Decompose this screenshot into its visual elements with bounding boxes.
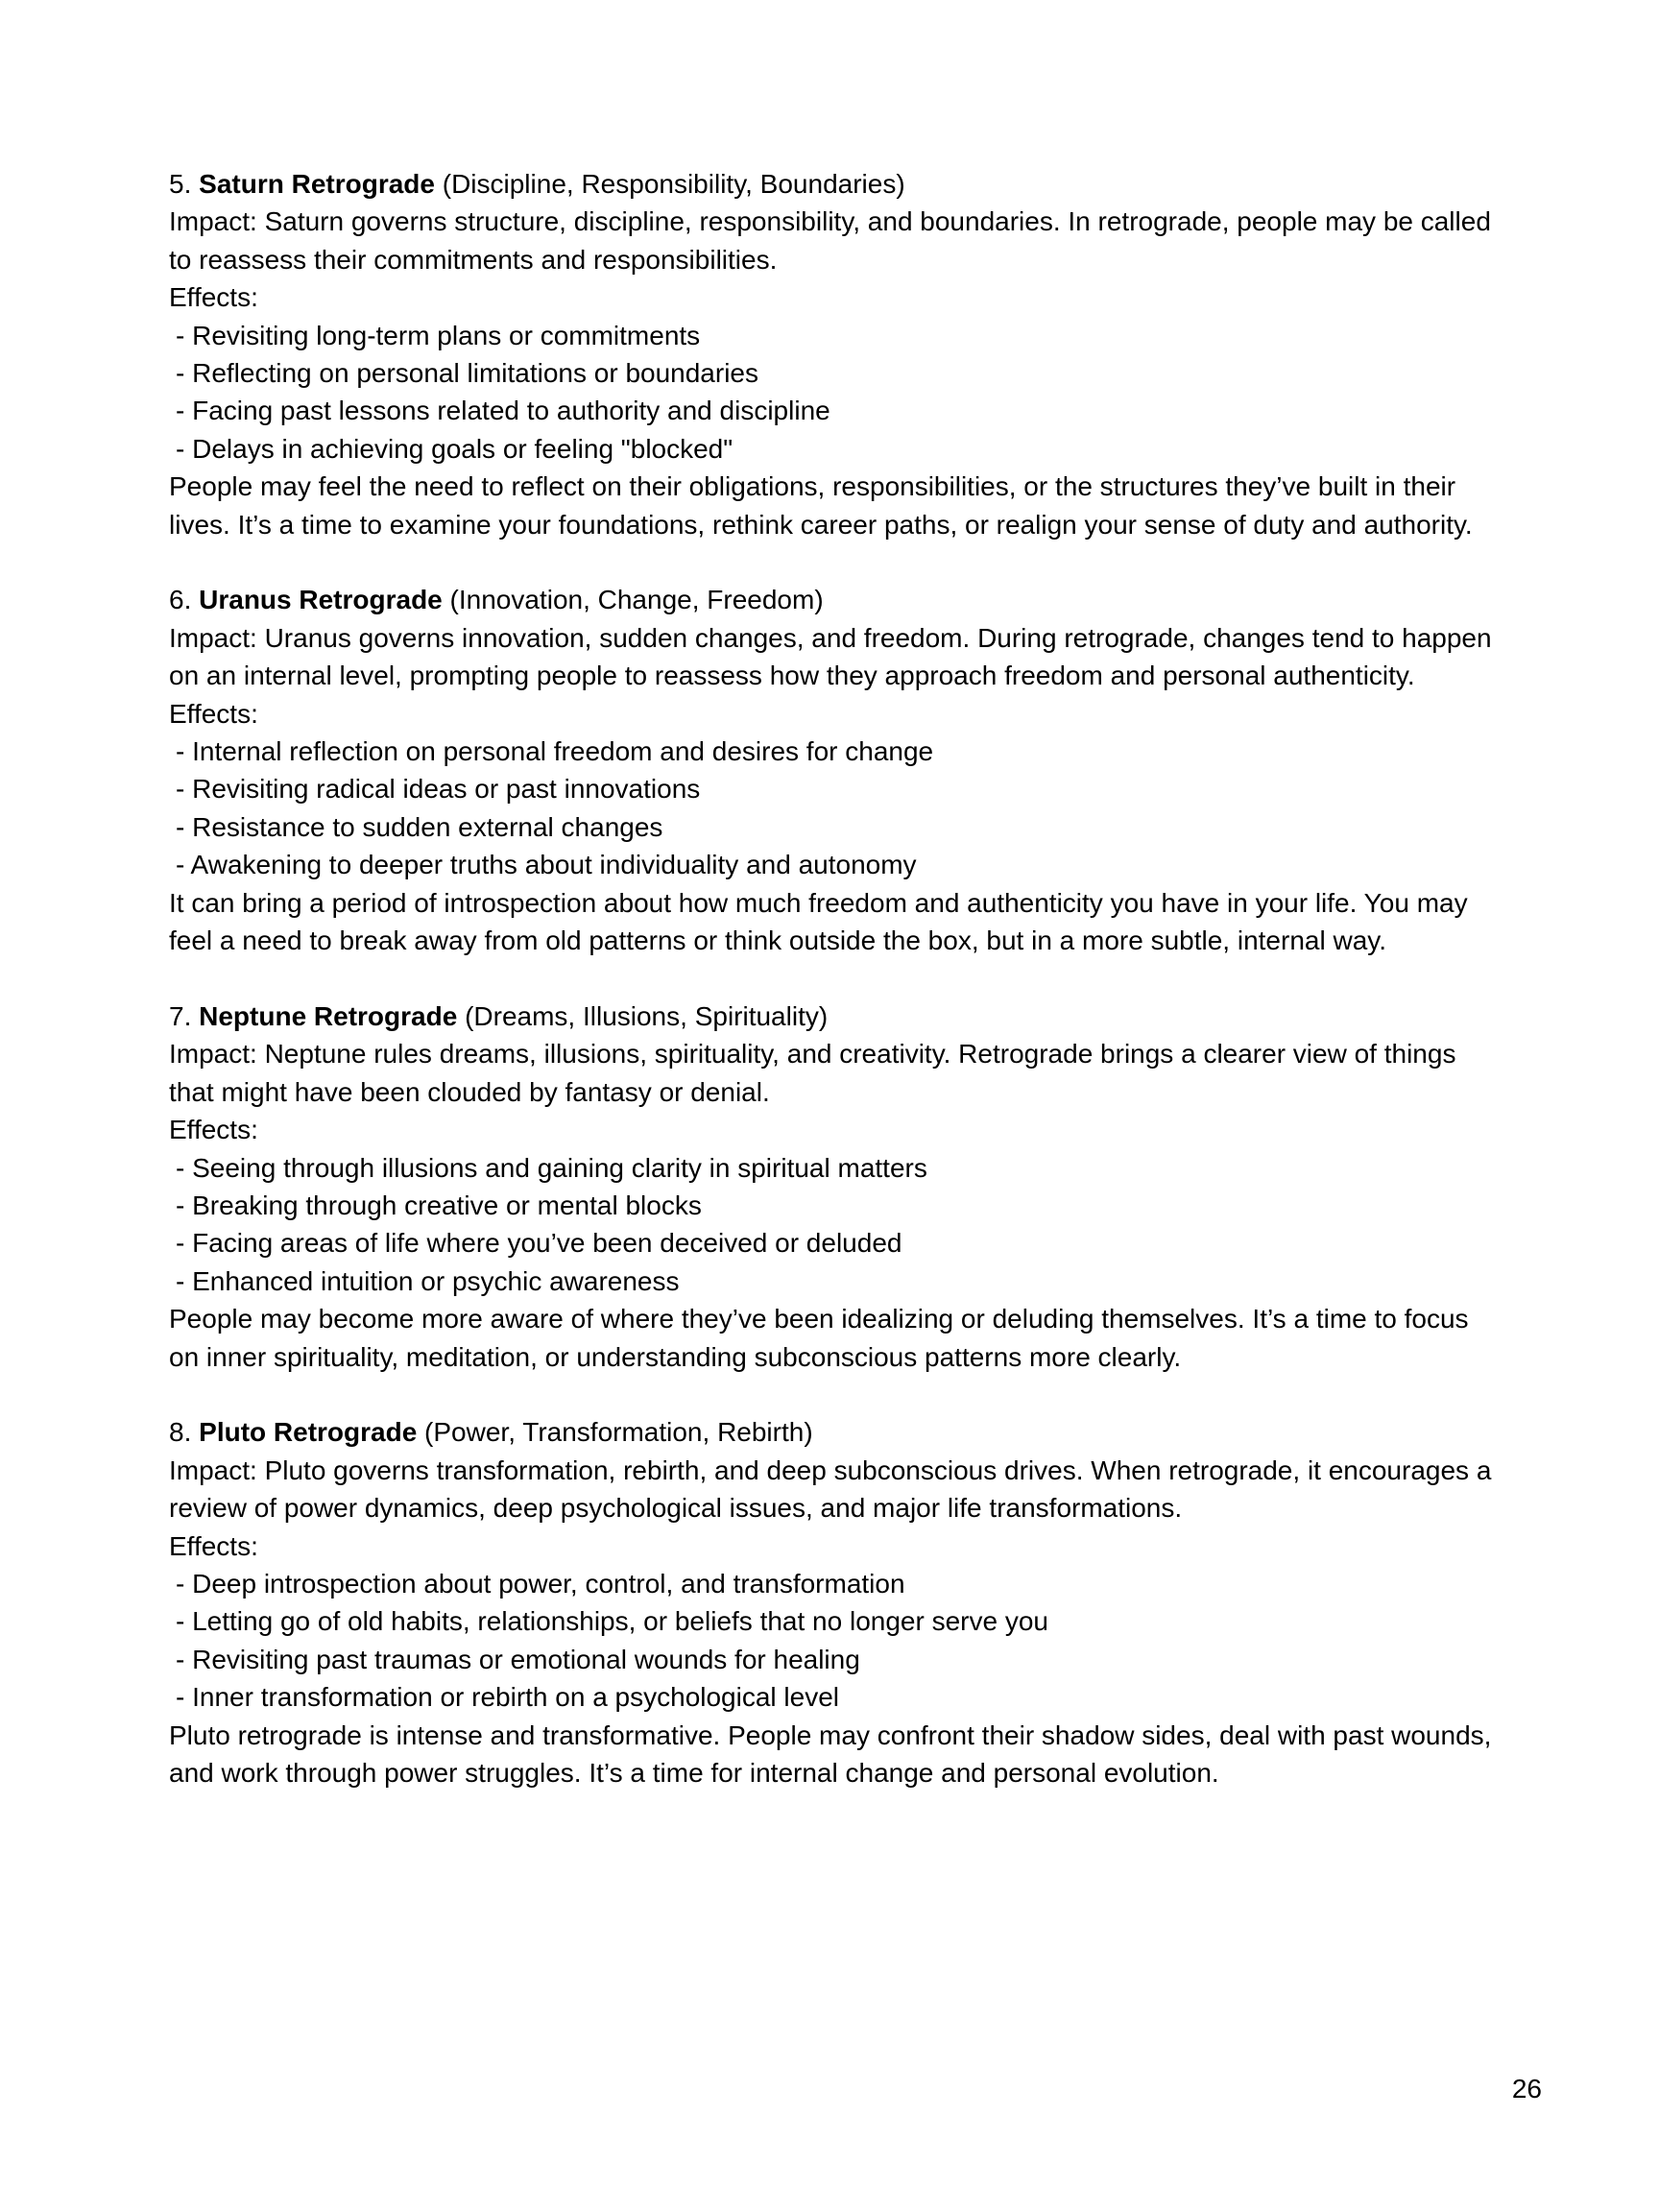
impact-line: that might have been clouded by fantasy or denial. bbox=[169, 1076, 770, 1107]
effect-item: - Reflecting on personal limitations or boundaries bbox=[176, 358, 758, 389]
section-title: Pluto Retrograde bbox=[199, 1417, 418, 1448]
effect-item: - Facing areas of life where you’ve been deceived or deluded bbox=[176, 1228, 902, 1259]
summary-line: feel a need to break away from old patterns or think outside the box, but in a more subtle, internal way. bbox=[169, 926, 1386, 956]
section-number: 7. bbox=[169, 1000, 200, 1031]
effect-item: - Internal reflection on personal freedom and desires for change bbox=[176, 736, 934, 767]
effect-item: - Deep introspection about power, control, and transformation bbox=[176, 1568, 905, 1599]
document-body bbox=[169, 165, 1532, 1830]
summary-line: People may become more aware of where they’ve been idealizing or deluding themselves. It’s a time to focus bbox=[169, 1304, 1469, 1334]
section-heading bbox=[169, 165, 1532, 203]
effect-item: - Facing past lessons related to authority and discipline bbox=[176, 396, 830, 426]
impact-line: review of power dynamics, deep psychological issues, and major life transformations. bbox=[169, 1493, 1183, 1524]
effect-item: - Revisiting long-term plans or commitments bbox=[176, 320, 701, 350]
section-title: Uranus Retrograde bbox=[199, 585, 443, 615]
section-heading bbox=[169, 1413, 1532, 1451]
summary-line: lives. It’s a time to examine your foundations, rethink career paths, or realign your sense of duty and authority. bbox=[169, 509, 1473, 540]
section-theme: (Discipline, Responsibility, Boundaries) bbox=[434, 169, 905, 199]
effect-item: - Delays in achieving goals or feeling "blocked" bbox=[176, 433, 733, 464]
effects-label: Effects: bbox=[169, 282, 258, 313]
section-heading bbox=[169, 581, 1532, 618]
section-number: 6. bbox=[169, 585, 200, 615]
effect-item: - Breaking through creative or mental blocks bbox=[176, 1190, 702, 1220]
summary-line: and work through power struggles. It’s a time for internal change and personal evolution. bbox=[169, 1758, 1219, 1789]
section-title: Saturn Retrograde bbox=[199, 169, 435, 199]
section-theme: (Innovation, Change, Freedom) bbox=[442, 585, 824, 615]
section-uranus-retrograde bbox=[169, 581, 1532, 959]
effect-item: - Resistance to sudden external changes bbox=[176, 811, 663, 842]
effect-item: - Seeing through illusions and gaining clarity in spiritual matters bbox=[176, 1152, 927, 1183]
summary-line: Pluto retrograde is intense and transformative. People may confront their shadow sides, deal with past wounds, bbox=[169, 1719, 1492, 1750]
impact-line: on an internal level, prompting people to reassess how they approach freedom and personal authenticity. bbox=[169, 661, 1415, 691]
effects-label: Effects: bbox=[169, 698, 258, 729]
summary-line: People may feel the need to reflect on their obligations, responsibilities, or the structures they’ve built in their bbox=[169, 471, 1456, 502]
impact-line: to reassess their commitments and responsibilities. bbox=[169, 244, 778, 275]
effect-item: - Revisiting radical ideas or past innovations bbox=[176, 774, 701, 805]
effects-label: Effects: bbox=[169, 1530, 258, 1561]
effect-item: - Awakening to deeper truths about individuality and autonomy bbox=[176, 850, 917, 880]
effect-item: - Letting go of old habits, relationships, or beliefs that no longer serve you bbox=[176, 1606, 1048, 1637]
effect-item: - Inner transformation or rebirth on a psychological level bbox=[176, 1682, 840, 1713]
impact-line: Impact: Pluto governs transformation, rebirth, and deep subconscious drives. When retrograde, it encourages a bbox=[169, 1455, 1492, 1485]
effects-label: Effects: bbox=[169, 1115, 258, 1145]
section-theme: (Dreams, Illusions, Spirituality) bbox=[457, 1000, 829, 1031]
section-number: 8. bbox=[169, 1417, 200, 1448]
section-theme: (Power, Transformation, Rebirth) bbox=[417, 1417, 813, 1448]
impact-line: Impact: Neptune rules dreams, illusions, spirituality, and creativity. Retrograde brings a clearer view of things bbox=[169, 1039, 1456, 1070]
summary-line: It can bring a period of introspection about how much freedom and authenticity you have in your life. You may bbox=[169, 887, 1468, 918]
impact-line: Impact: Saturn governs structure, discipline, responsibility, and boundaries. In retrograde, people may be called bbox=[169, 206, 1491, 237]
section-saturn-retrograde bbox=[169, 165, 1532, 543]
section-heading bbox=[169, 998, 1532, 1035]
effect-item: - Revisiting past traumas or emotional wounds for healing bbox=[176, 1644, 860, 1674]
impact-line: Impact: Uranus governs innovation, sudden changes, and freedom. During retrograde, changes tend to happen bbox=[169, 622, 1492, 653]
effect-item: - Enhanced intuition or psychic awareness bbox=[176, 1265, 680, 1296]
summary-line: on inner spirituality, meditation, or understanding subconscious patterns more clearly. bbox=[169, 1341, 1182, 1372]
section-pluto-retrograde bbox=[169, 1413, 1532, 1791]
section-number: 5. bbox=[169, 169, 200, 199]
section-title: Neptune Retrograde bbox=[199, 1000, 458, 1031]
page-number: 26 bbox=[1511, 2074, 1542, 2104]
section-neptune-retrograde bbox=[169, 998, 1532, 1376]
